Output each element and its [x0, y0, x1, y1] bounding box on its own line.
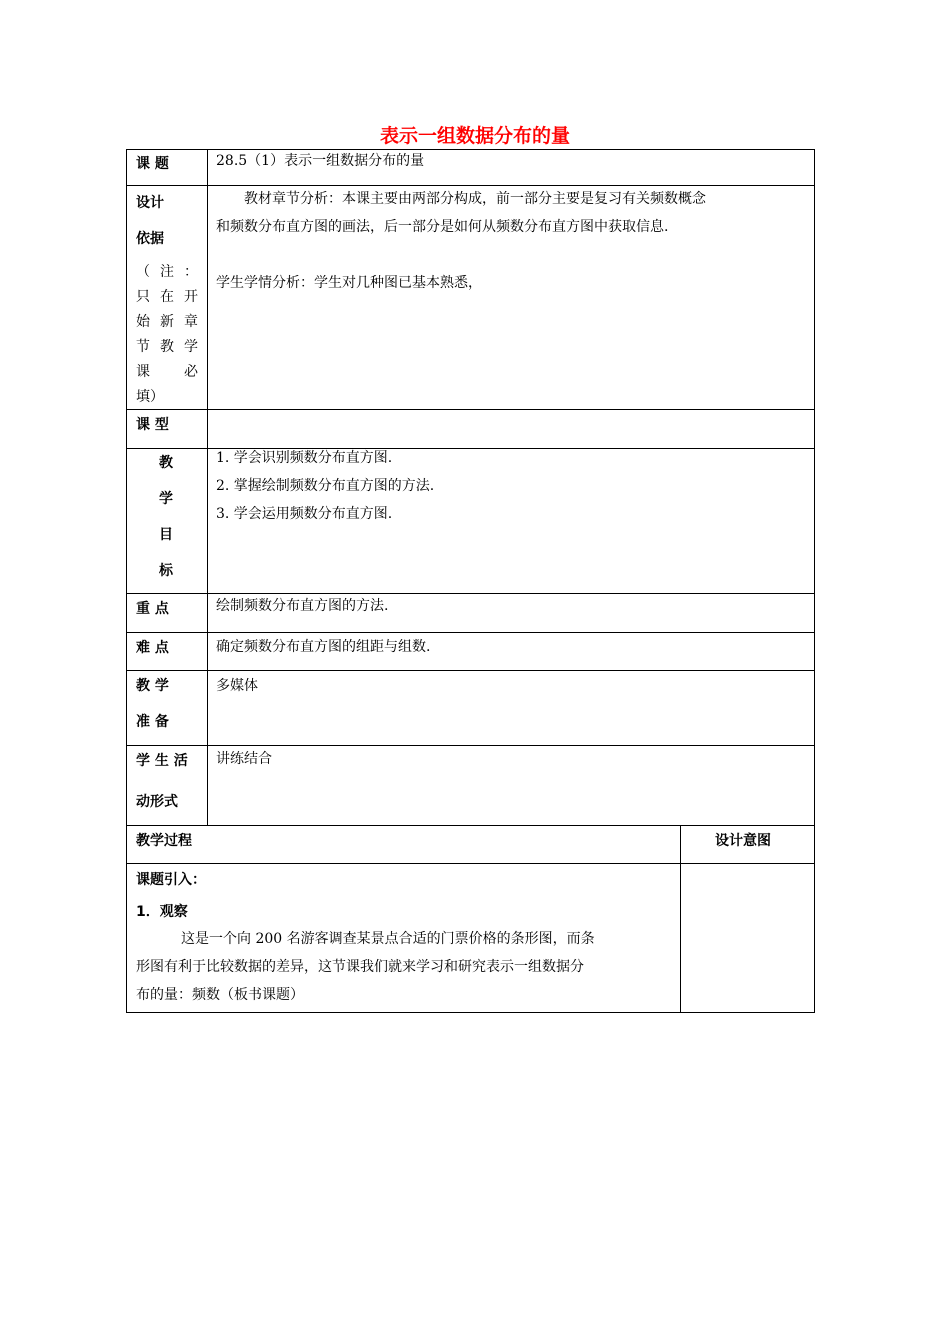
design-label-line1: 设计	[136, 195, 164, 211]
objective-item-2: 2. 掌握绘制频数分布直方图的方法.	[216, 478, 435, 494]
intro-heading: 课题引入：	[136, 872, 206, 888]
design-analysis-line2: 和频数分布直方图的画法，后一部分是如何从频数分布直方图中获取信息.	[216, 219, 669, 235]
difficulty-label: 难 点	[136, 640, 169, 656]
objective-item-3: 3. 学会运用频数分布直方图.	[216, 506, 393, 522]
preparation-value: 多媒体	[216, 678, 258, 694]
topic-label: 课 题	[136, 156, 169, 172]
design-note-line5: 课 必	[136, 364, 198, 380]
design-note-line4: 节 教 学	[136, 339, 198, 355]
design-note-line3: 始 新 章	[136, 314, 198, 330]
preparation-label-line2: 准 备	[136, 714, 169, 730]
design-note-line6: 填）	[136, 389, 164, 405]
objectives-label-char4: 标	[159, 563, 173, 579]
preparation-label-line1: 教 学	[136, 678, 169, 694]
design-note-line1: （ 注 ：	[136, 264, 198, 280]
key-point-value: 绘制频数分布直方图的方法.	[216, 598, 389, 614]
activity-value: 讲练结合	[216, 751, 272, 767]
objectives-label-char2: 学	[159, 491, 173, 507]
observe-text-line2: 形图有利于比较数据的差异，这节课我们就来学习和研究表示一组数据分	[136, 959, 584, 975]
key-point-label: 重 点	[136, 601, 169, 617]
design-label-line2: 依据	[136, 231, 164, 247]
design-analysis-line1: 教材章节分析：本课主要由两部分构成，前一部分主要是复习有关频数概念	[244, 191, 706, 207]
objectives-label-char1: 教	[159, 455, 173, 471]
observe-text-line3: 布的量：频数（板书课题）	[136, 987, 304, 1003]
topic-value: 28.5（1）表示一组数据分布的量	[216, 153, 425, 169]
activity-label-line1: 学 生 活	[136, 753, 188, 769]
design-intent-header: 设计意图	[715, 833, 771, 849]
design-note-line2: 只 在 开	[136, 289, 198, 305]
type-label: 课 型	[136, 417, 169, 433]
objective-item-1: 1. 学会识别频数分布直方图.	[216, 450, 393, 466]
observe-heading: 1．观察	[136, 904, 188, 920]
difficulty-value: 确定频数分布直方图的组距与组数.	[216, 639, 431, 655]
objectives-label-char3: 目	[159, 527, 173, 543]
process-header: 教学过程	[136, 833, 192, 849]
student-analysis: 学生学情分析：学生对几种图已基本熟悉，	[216, 275, 482, 291]
observe-text-line1: 这是一个向 200 名游客调查某景点合适的门票价格的条形图，而条	[181, 931, 595, 947]
document-title: 表示一组数据分布的量	[379, 125, 570, 147]
activity-label-line2: 动形式	[136, 794, 178, 810]
